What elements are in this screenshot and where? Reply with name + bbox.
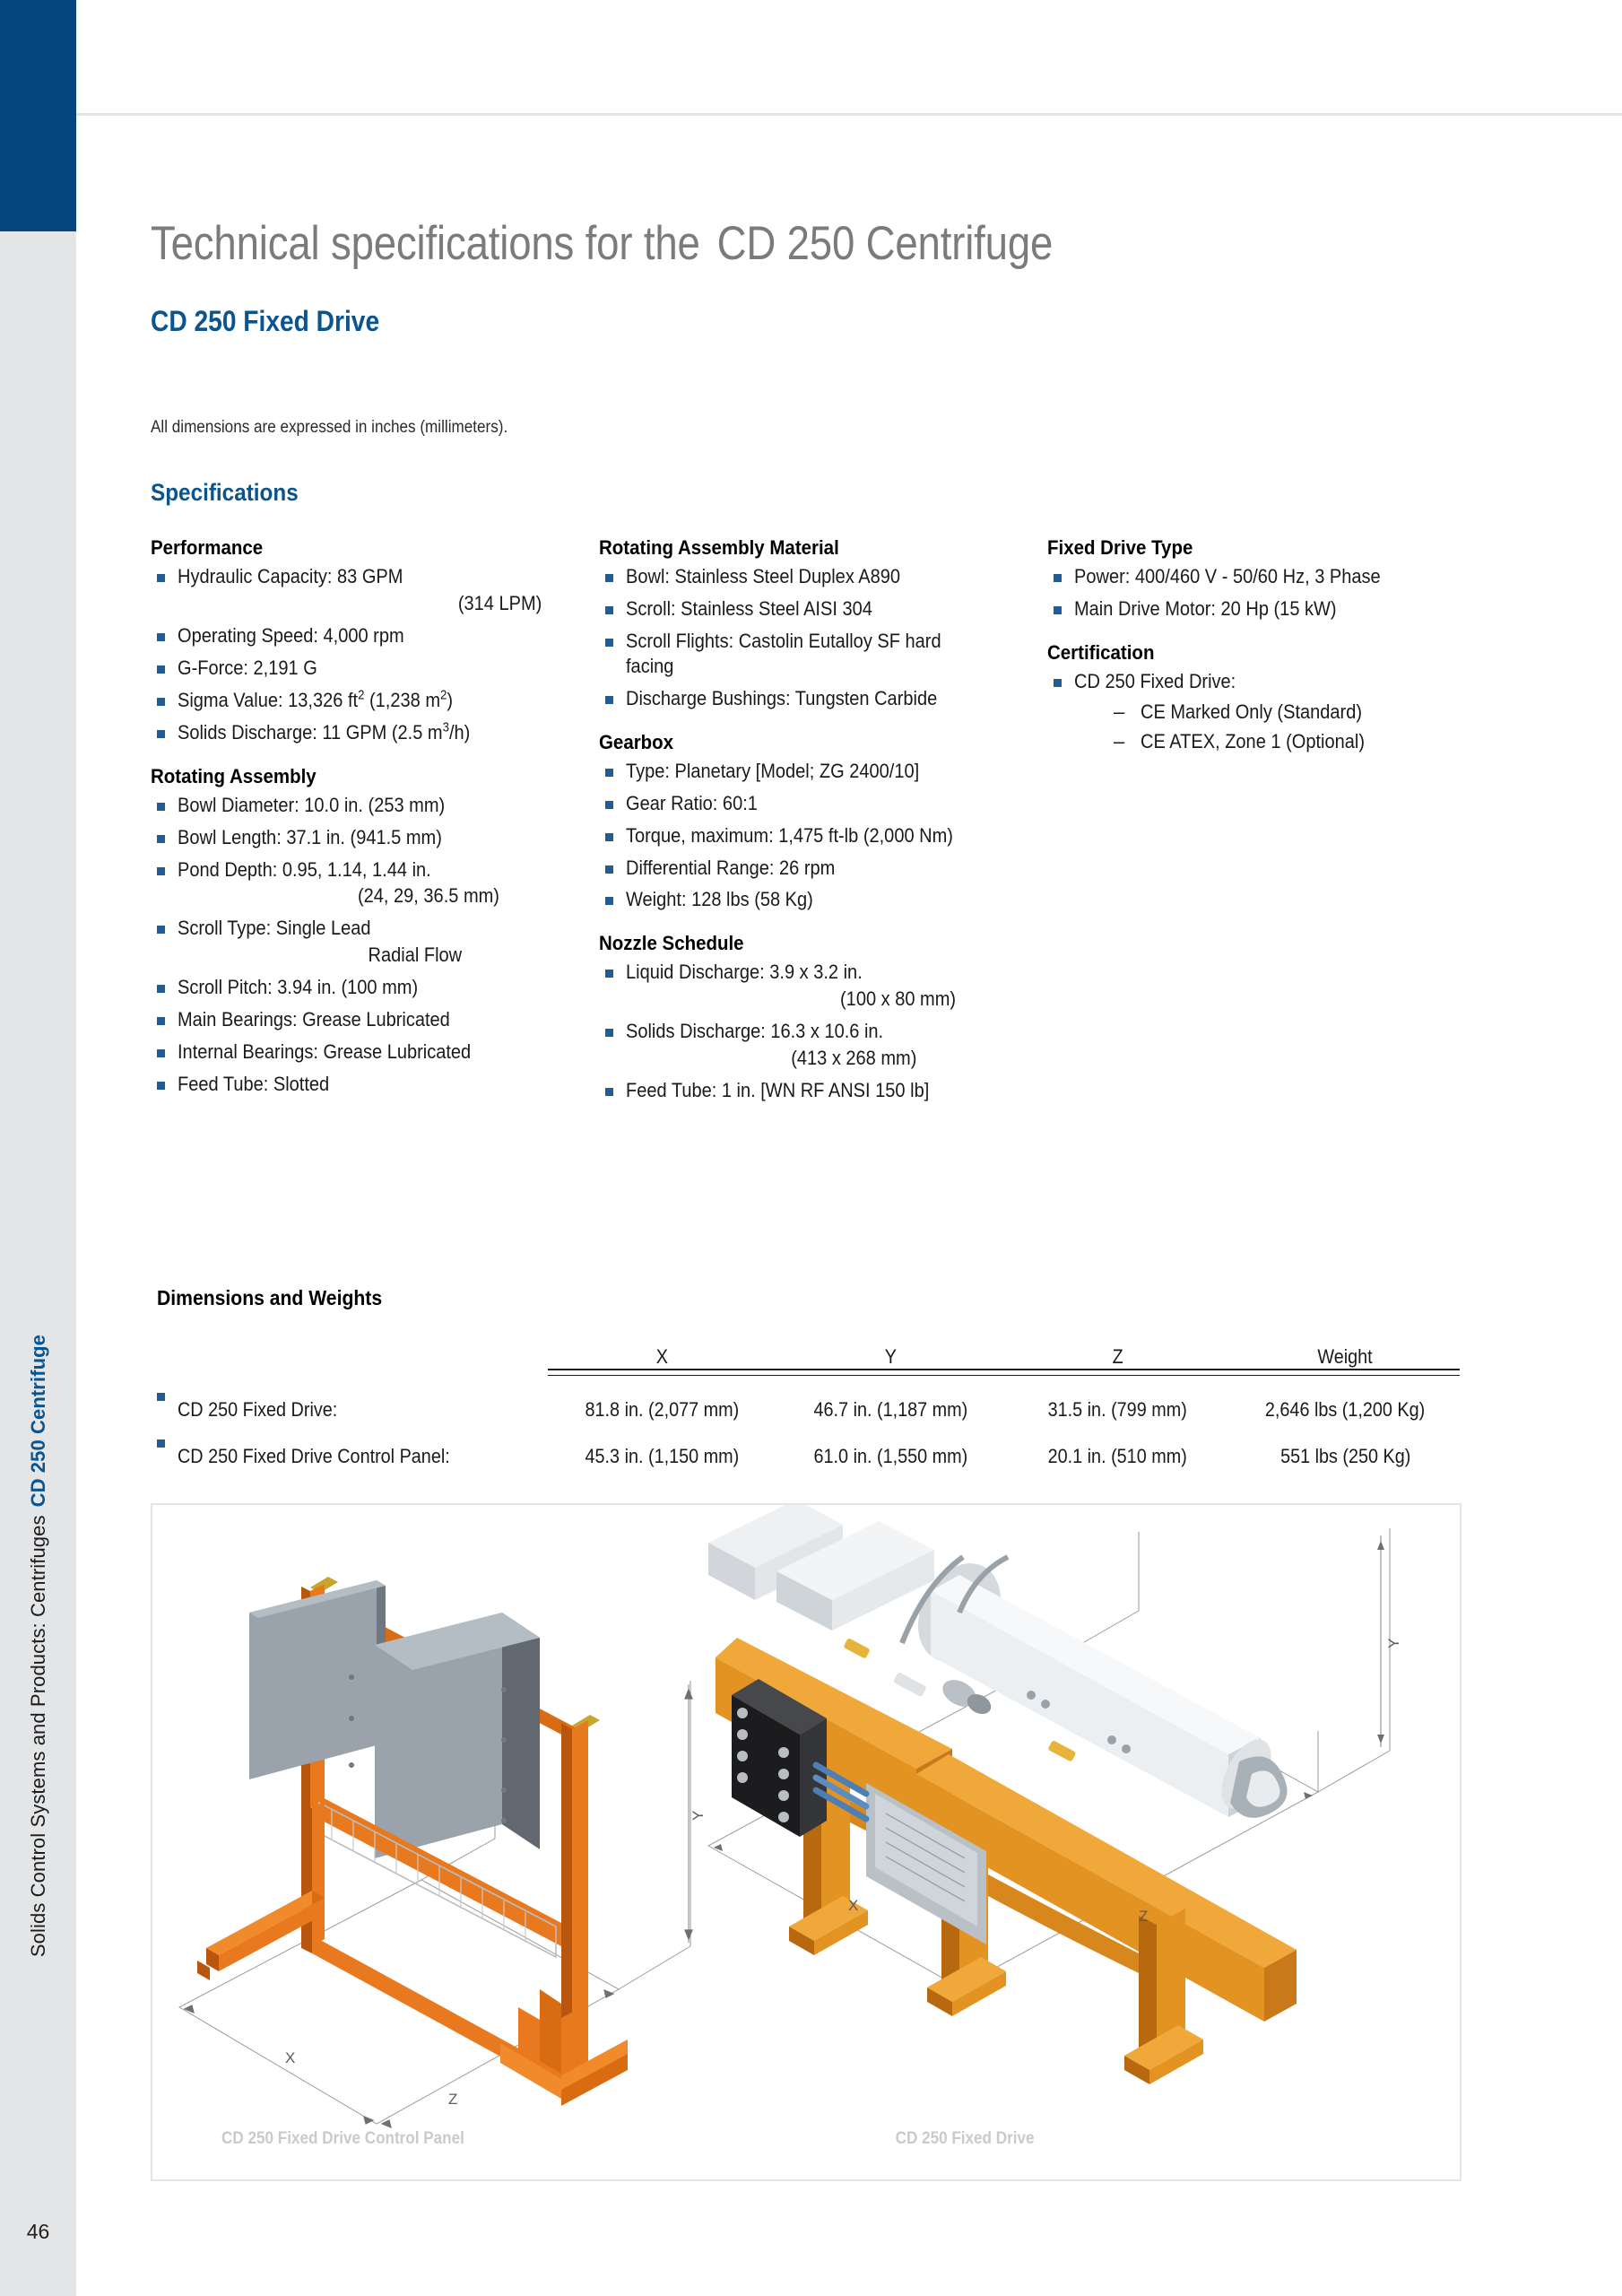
dimensions-table (151, 1327, 1460, 1468)
spec-item-text: Feed Tube: 1 in. [WN RF ANSI 150 lb] (626, 1079, 930, 1102)
illustration-panel (151, 1503, 1462, 2181)
axis-label-z-left (448, 2091, 457, 2108)
spec-list-item (599, 856, 1047, 881)
table-cell-x: 45.3 in. (1,150 mm) (585, 1445, 740, 1467)
spec-item-continuation: (314 LPM) (457, 591, 542, 614)
spec-list (1047, 669, 1487, 754)
column-header-label (151, 1327, 548, 1370)
spec-item-text: Operating Speed: 4,000 rpm (178, 623, 404, 647)
page-subtitle: CD 250 Fixed Drive (151, 305, 380, 337)
dimensions-table-body (151, 1375, 1460, 1468)
spec-item-text: Scroll: Stainless Steel AISI 304 (626, 596, 872, 620)
spec-list-item (599, 759, 1047, 784)
spec-item-text: Bowl: Stainless Steel Duplex A890 (626, 565, 901, 587)
spec-item-text: Discharge Bushings: Tungsten Carbide (626, 686, 938, 709)
spec-list-item (151, 857, 599, 909)
spec-item-text: Feed Tube: Slotted (178, 1073, 330, 1096)
spec-item-text: Sigma Value: 13,326 $ft^2$ (1,238 $m^2$) (178, 688, 454, 711)
spec-item-continuation: (24, 29, 36.5 mm) (357, 884, 499, 908)
spec-list-item (151, 688, 599, 713)
spec-group-heading: Certification (1047, 640, 1155, 664)
spec-list-item (151, 825, 599, 850)
header-divider (76, 113, 1622, 116)
spec-item-text: G-Force: 2,191 G (178, 656, 317, 679)
spec-item-text: Scroll Flights: Castolin Eutalloy SF hard (626, 629, 941, 652)
spec-list-item (599, 1078, 1047, 1103)
control-panel-illustration (152, 1505, 780, 2133)
enclosure-box-left (249, 1580, 386, 1779)
spec-column-3 (1047, 536, 1487, 761)
spec-group-heading: Fixed Drive Type (1047, 536, 1193, 559)
spec-item-text: Differential Range: 26 rpm (626, 856, 836, 879)
spec-item-continuation: (100 x 80 mm) (840, 987, 957, 1011)
spec-list-item (151, 564, 599, 616)
spec-list-item (599, 596, 1047, 622)
axis-label-z-right (1139, 1908, 1148, 1925)
spec-sub-list (1074, 700, 1487, 754)
svg-text:Y: Y (1385, 1638, 1402, 1648)
specifications-columns (151, 536, 1487, 1110)
spec-item-text: Torque, maximum: 1,475 ft-lb (2,000 Nm) (626, 823, 953, 847)
table-cell-z: 31.5 in. (799 mm) (1047, 1398, 1188, 1421)
spec-list (599, 759, 1047, 913)
spec-sub-item (1114, 700, 1487, 724)
dimension-note: All dimensions are expressed in inches (millimeters). (151, 418, 508, 437)
table-row (151, 1375, 1460, 1422)
spec-item-text: Pond Depth: 0.95, 1.14, 1.44 in. (178, 857, 431, 881)
column-header-y: Y (884, 1345, 897, 1368)
spec-item-text: Weight: 128 lbs (58 Kg) (626, 888, 813, 911)
spec-item-text: Gear Ratio: 60:1 (626, 791, 758, 814)
spec-list-item (151, 656, 599, 681)
table-cell-label: CD 250 Fixed Drive Control Panel: (151, 1422, 548, 1468)
spec-list (151, 793, 599, 1097)
spec-item-text: Scroll Pitch: 3.94 in. (100 mm) (178, 976, 419, 999)
spec-list-item (599, 823, 1047, 848)
spec-column-2 (599, 536, 1047, 1110)
page-number: 46 (26, 2220, 50, 2243)
dimensions-heading: Dimensions and Weights (157, 1286, 383, 1309)
brand-edge-tab (0, 0, 76, 231)
table-cell-weight: 551 lbs (250 Kg) (1279, 1445, 1411, 1467)
spec-list-item (151, 1039, 599, 1065)
svg-text:X: X (285, 2049, 296, 2066)
spec-item-text: Power: 400/460 V - 50/60 Hz, 3 Phase (1074, 565, 1381, 587)
table-row (151, 1422, 1460, 1468)
spec-list-item (1047, 596, 1487, 622)
spec-list-item (599, 564, 1047, 589)
illustration-caption-right: CD 250 Fixed Drive (895, 2129, 1035, 2148)
sidebar-accent-label: CD 250 Centrifuge (26, 1335, 49, 1508)
page-title-prefix: Technical specifications for the (151, 217, 700, 270)
spec-sub-item-text: – CE Marked Only (Standard) (1141, 700, 1363, 723)
svg-text:X: X (848, 1897, 859, 1914)
page-title-model: CD 250 Centrifuge (716, 217, 1054, 270)
axis-label-x-left (285, 2049, 295, 2066)
spec-list (151, 564, 599, 745)
spec-item-wrap-line: facing (626, 654, 674, 677)
illustration-caption-left: CD 250 Fixed Drive Control Panel (221, 2129, 464, 2148)
spec-list-item (1047, 669, 1487, 754)
spec-list (599, 960, 1047, 1103)
spec-list-item (151, 916, 599, 968)
spec-list-item (151, 975, 599, 1000)
spec-item-text: Bowl Length: 37.1 in. (941.5 mm) (178, 825, 442, 848)
specifications-heading: Specifications (151, 479, 299, 506)
spec-item-text: Main Drive Motor: 20 Hp (15 kW) (1074, 596, 1337, 620)
spec-item-text: Internal Bearings: Grease Lubricated (178, 1040, 472, 1064)
table-cell-z: 20.1 in. (510 mm) (1047, 1445, 1188, 1467)
column-header-weight: Weight (1317, 1345, 1374, 1368)
spec-list-item (1047, 564, 1487, 589)
spec-list-item (151, 720, 599, 745)
column-header-z: Z (1112, 1345, 1123, 1368)
spec-sub-item-text: – CE ATEX, Zone 1 (Optional) (1141, 730, 1365, 753)
enclosure-box-right (375, 1613, 540, 1858)
spec-list-item (151, 793, 599, 818)
spec-column-1 (151, 536, 599, 1104)
spec-list-item (599, 1019, 1047, 1071)
spec-sub-item (1114, 730, 1487, 753)
spec-item-text: Solids Discharge: 11 GPM (2.5 $m^3/h$) (178, 720, 471, 744)
spec-list-item (599, 960, 1047, 1012)
table-cell-y: 46.7 in. (1,187 mm) (813, 1398, 967, 1421)
spec-group-heading: Gearbox (599, 730, 674, 753)
dimensions-table-head (151, 1327, 1460, 1375)
sidebar-vertical-label (0, 231, 76, 2296)
spec-group-heading: Rotating Assembly (151, 764, 317, 787)
spec-group-heading: Performance (151, 536, 264, 559)
spec-list-item (599, 686, 1047, 711)
spec-group-heading: Rotating Assembly Material (599, 536, 839, 559)
table-cell-x: 81.8 in. (2,077 mm) (585, 1398, 740, 1421)
spec-item-text: Scroll Type: Single Lead (178, 917, 371, 940)
spec-list-item (599, 887, 1047, 912)
svg-text:Z: Z (448, 2091, 458, 2108)
spec-list-item (151, 1007, 599, 1032)
spec-item-continuation: Radial Flow (368, 944, 463, 967)
spec-group-heading: Nozzle Schedule (599, 932, 744, 955)
table-cell-weight: 2,646 lbs (1,200 Kg) (1265, 1398, 1426, 1421)
spec-list-item (599, 791, 1047, 816)
sidebar-series-label: Solids Control Systems and Products: Centrifuges (26, 1515, 49, 1958)
axis-label-x-right (848, 1897, 858, 1914)
spec-item-continuation: (413 x 268 mm) (791, 1047, 917, 1070)
spec-list (599, 564, 1047, 711)
table-header-row (151, 1327, 1460, 1370)
table-cell-y: 61.0 in. (1,550 mm) (813, 1445, 967, 1467)
table-cell-label: CD 250 Fixed Drive: (151, 1375, 548, 1422)
sidebar-strip (0, 231, 76, 2296)
fixed-drive-illustration (690, 1505, 1462, 2133)
axis-label-y-right (1385, 1639, 1402, 1648)
spec-item-text: Solids Discharge: 16.3 x 10.6 in. (626, 1020, 884, 1043)
spec-item-text: Hydraulic Capacity: 83 GPM (178, 565, 403, 587)
spec-list-item (151, 1072, 599, 1097)
spec-list (1047, 564, 1487, 622)
spec-list-item (151, 623, 599, 648)
column-header-x: X (655, 1345, 669, 1368)
spec-list-item (599, 629, 1047, 679)
page-title (151, 216, 1053, 271)
spec-item-text: Main Bearings: Grease Lubricated (178, 1008, 450, 1031)
svg-text:Z: Z (1139, 1908, 1149, 1925)
spec-item-text: CD 250 Fixed Drive: (1074, 669, 1236, 692)
svg-text:Y: Y (690, 1810, 707, 1821)
spec-item-text: Bowl Diameter: 10.0 in. (253 mm) (178, 793, 446, 816)
spec-item-text: Liquid Discharge: 3.9 x 3.2 in. (626, 961, 863, 984)
spec-item-text: Type: Planetary [Model; ZG 2400/10] (626, 759, 920, 782)
